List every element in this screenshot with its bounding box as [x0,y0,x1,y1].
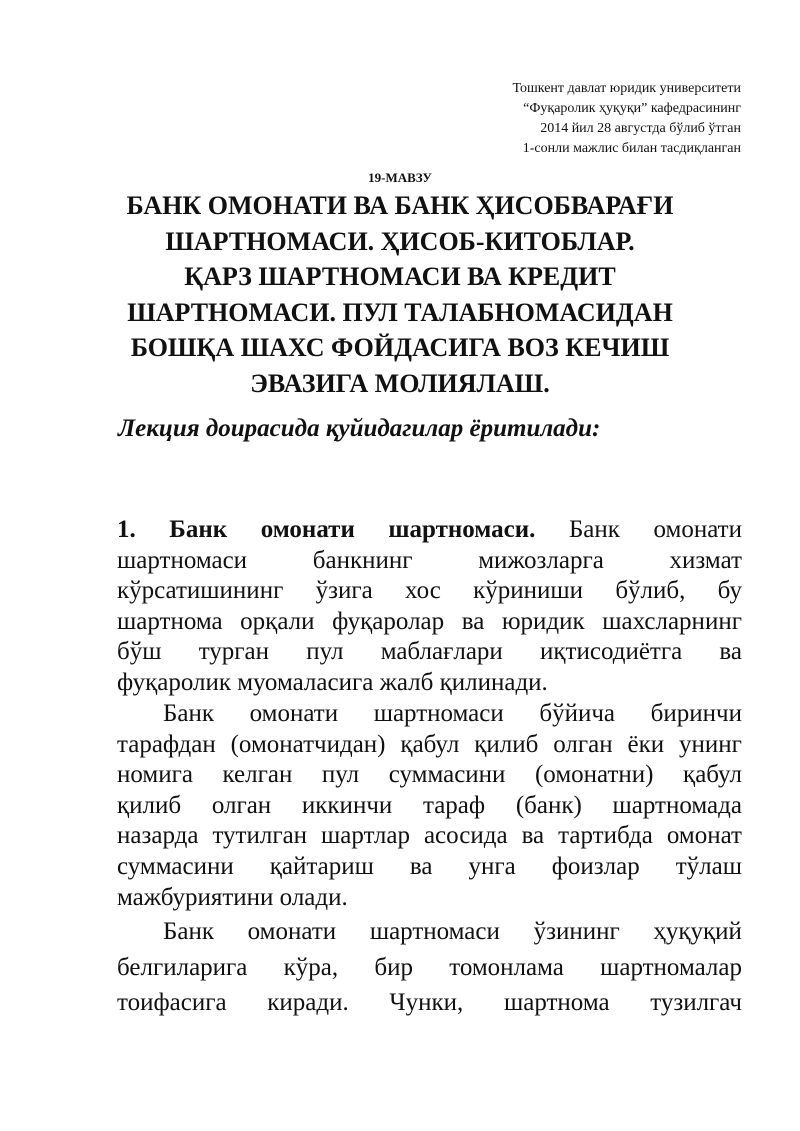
word: шартномаси [373,700,504,727]
word: тутилган [212,822,308,850]
word: унга [468,852,516,880]
text-line [117,637,742,668]
topic-number: 19-МАВЗУ [368,170,432,185]
word: омонати [249,700,339,727]
word: шартномада [612,791,742,819]
title-line: ШАРТНОМАСИ. ҲИСОБ-КИТОБЛАР. [165,226,635,256]
word: Банк [568,516,620,543]
section-number: 1. [117,516,136,543]
line-text: фуқаролик муомаласига жалб қилинади. [117,668,548,696]
word: ўзининг [533,918,620,945]
word: суммасини [388,761,506,789]
word: ҳуқуқий [653,918,742,945]
word: тўлаш [675,852,742,880]
word: иккинчи [301,791,393,819]
word: қилиб [474,730,539,758]
word: томонлама [449,953,564,981]
word: фоизлар [551,852,640,880]
word: ва [719,638,742,666]
word: (банк) [515,791,582,819]
lecture-lead: Лекция доирасида қуйидагилар ёритилади: [118,415,601,442]
word: ва [461,607,485,635]
text-line [117,668,742,699]
text-line [117,821,742,852]
title-line: БОШҚА ШАХС ФОЙДАСИГА ВОЗ КЕЧИШ [130,333,670,362]
line-text: мажбуриятини олади. [117,883,348,911]
word: унинг [679,730,742,758]
paragraph-2 [117,699,742,913]
paragraph-1 [117,515,742,699]
word: қилиб [117,791,182,819]
text-line [117,791,742,822]
word: Банк [163,918,214,945]
section-heading-word: шартномаси. [388,516,536,543]
word: киради. [267,989,349,1016]
word: шартнома [117,607,223,635]
text-line [117,515,742,546]
word: шартномалар [600,953,742,981]
paragraph-3 [117,914,742,1021]
word: кўра, [283,953,339,981]
word: назарда [117,822,199,850]
text-line [117,576,742,607]
word: суммасини [117,852,234,880]
word: ва [521,822,545,850]
word: бўйича [539,700,616,727]
word: (омонатни) [534,761,654,789]
word: тартибда [558,822,653,850]
word: омонати [653,516,742,543]
word: орқали [240,607,315,635]
word: шартлар [321,822,410,850]
text-line [117,883,742,914]
word: тарафдан [117,730,216,758]
text-line [117,730,742,761]
word: иқтисодиётга [540,638,683,666]
approval-line: 2014 йил 28 августда бўлиб ўтган [540,121,741,136]
text-line [117,699,742,730]
text-line [117,914,742,950]
word: Банк [163,700,214,727]
text-line [117,985,742,1021]
text-line [117,546,742,577]
word: шахсларнинг [602,607,742,635]
word: маблағлари [380,638,503,666]
word: кўриниши [473,577,584,605]
section-heading-word: Банк [169,516,228,543]
word: олган [211,791,272,819]
word: пул [321,761,360,789]
word: биринчи [650,700,742,727]
word: ёки [627,730,665,758]
text-line [117,950,742,986]
title-line: ШАРТНОМАСИ. ПУЛ ТАЛАБНОМАСИДАН [127,297,673,327]
word: кўрсатишининг [117,577,284,605]
title-line: ҚАРЗ ШАРТНОМАСИ ВА КРЕДИТ [184,262,616,291]
word: асосида [423,822,508,850]
word: мижозларга [478,546,604,574]
word: хизмат [669,546,742,574]
word: ва [409,852,433,880]
section-heading-word: омонати [260,516,355,543]
word: қабул [683,761,742,789]
word: шартнома [503,989,610,1016]
word: шартномаси [369,918,500,945]
text-line [117,760,742,791]
word: бу [717,577,742,605]
approval-line: 1-сонли мажлис билан тасдиқланган [522,141,741,156]
word: келган [222,761,293,789]
word: омонати [247,918,337,945]
word: юридик [501,607,585,635]
word: ўзига [315,577,373,605]
word: турган [198,638,270,666]
text-line [117,852,742,883]
word: олган [553,730,613,758]
word: белгиларига [117,953,248,981]
approval-stamp-block [512,79,741,159]
title-line: ЭВАЗИГА МОЛИЯЛАШ. [250,368,550,398]
word: омонат [666,822,742,850]
word: шартномаси [117,546,248,574]
text-line [117,607,742,638]
word: хос [405,577,441,605]
word: банкнинг [312,546,413,574]
word: бўш [117,638,162,666]
approval-line: Тошкент давлат юридик университети [512,81,741,96]
word: қайтариш [269,852,374,880]
word: (омонатчидан) [230,730,386,758]
word: номига [117,761,193,789]
word: тузилгач [650,989,742,1016]
word: тоифасига [117,989,227,1016]
document-title [40,188,760,401]
word: бўлиб, [615,577,686,605]
word: фуқаролар [332,607,445,635]
word: қабул [400,730,460,758]
word: тараф [422,791,486,819]
word: бир [374,953,413,981]
word: пул [306,638,344,666]
word: Чунки, [389,989,464,1016]
approval-line: “Фуқаролик ҳуқуқи” кафедрасининг [523,101,741,116]
title-line: БАНК ОМОНАТИ ВА БАНК ҲИСОБВАРАҒИ [126,191,674,220]
